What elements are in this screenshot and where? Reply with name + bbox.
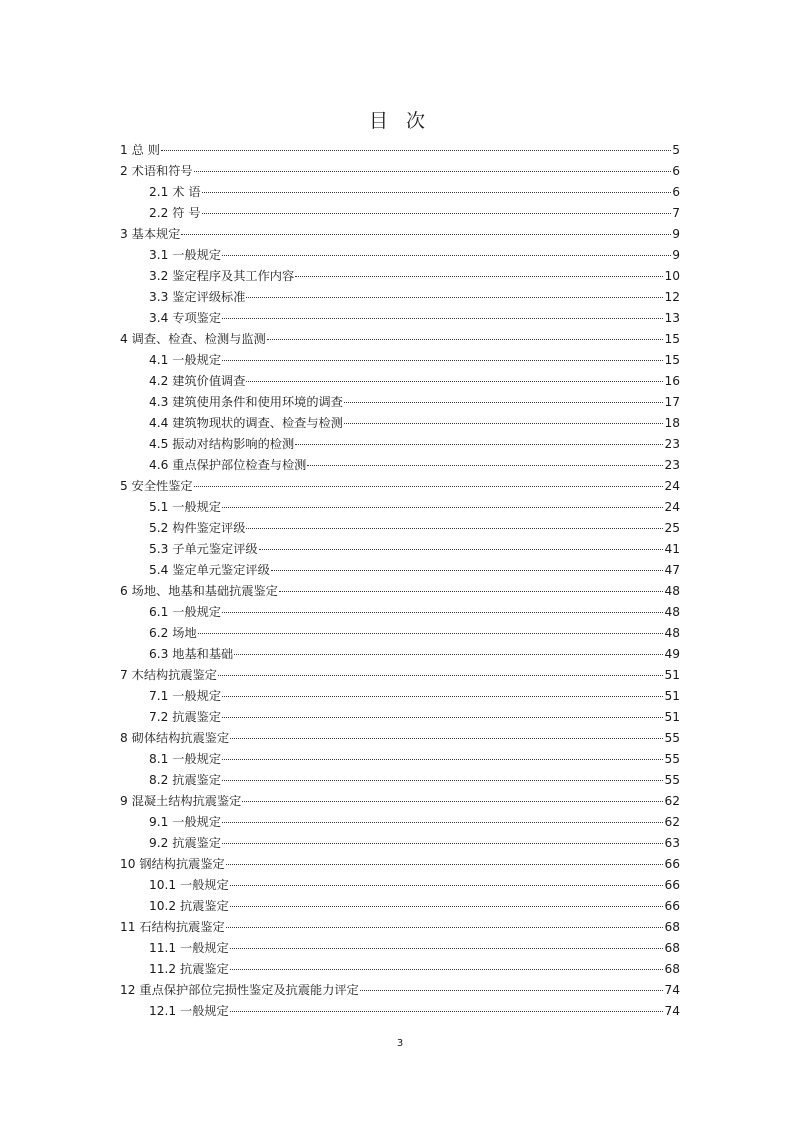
toc-section-entry[interactable] — [120, 140, 680, 161]
toc-entry-page-number: 55 — [664, 752, 680, 766]
toc-subsection-entry[interactable] — [120, 833, 680, 854]
toc-entry-page-number: 66 — [664, 899, 680, 913]
toc-dot-leader — [226, 927, 664, 928]
toc-entry-label: 2.1 术 语 — [149, 185, 201, 199]
toc-entry-label: 6 场地、地基和基础抗震鉴定 — [120, 584, 278, 598]
toc-subsection-entry[interactable] — [120, 623, 680, 644]
toc-dot-leader — [222, 822, 663, 823]
toc-entry-page-number: 55 — [664, 773, 680, 787]
toc-entry-label: 4.6 重点保护部位检查与检测 — [149, 458, 307, 472]
toc-dot-leader — [222, 843, 663, 844]
toc-dot-leader — [246, 528, 663, 529]
toc-dot-leader — [259, 549, 664, 550]
toc-subsection-entry[interactable] — [120, 371, 680, 392]
toc-entry-label: 11.1 一般规定 — [149, 941, 229, 955]
toc-dot-leader — [344, 423, 664, 424]
toc-section-entry[interactable] — [120, 854, 680, 875]
toc-dot-leader — [230, 906, 664, 907]
toc-dot-leader — [230, 948, 664, 949]
toc-entry-label: 4.3 建筑使用条件和使用环境的调查 — [149, 395, 343, 409]
toc-subsection-entry[interactable] — [120, 308, 680, 329]
toc-entry-label: 6.2 场地 — [149, 626, 197, 640]
toc-subsection-entry[interactable] — [120, 749, 680, 770]
toc-dot-leader — [202, 213, 672, 214]
toc-dot-leader — [222, 717, 663, 718]
toc-entry-label: 11.2 抗震鉴定 — [149, 962, 229, 976]
toc-dot-leader — [246, 381, 663, 382]
toc-dot-leader — [198, 633, 664, 634]
toc-subsection-entry[interactable] — [120, 245, 680, 266]
toc-entry-page-number: 13 — [664, 311, 680, 325]
toc-section-entry[interactable] — [120, 728, 680, 749]
toc-entry-label: 2.2 符 号 — [149, 206, 201, 220]
toc-section-entry[interactable] — [120, 476, 680, 497]
toc-entry-label: 3.4 专项鉴定 — [149, 311, 222, 325]
toc-entry-page-number: 51 — [664, 710, 680, 724]
toc-entry-page-number: 74 — [664, 983, 680, 997]
toc-entry-page-number: 23 — [664, 437, 680, 451]
toc-dot-leader — [242, 801, 663, 802]
toc-dot-leader — [194, 171, 672, 172]
toc-dot-leader — [222, 612, 663, 613]
toc-subsection-entry[interactable] — [120, 896, 680, 917]
toc-entry-page-number: 51 — [664, 668, 680, 682]
toc-dot-leader — [267, 339, 664, 340]
table-of-contents — [120, 140, 680, 1022]
toc-dot-leader — [202, 192, 672, 193]
toc-subsection-entry[interactable] — [120, 287, 680, 308]
toc-entry-label: 2 术语和符号 — [120, 164, 193, 178]
toc-entry-label: 8.1 一般规定 — [149, 752, 222, 766]
toc-entry-label: 3 基本规定 — [120, 227, 181, 241]
toc-dot-leader — [226, 864, 664, 865]
toc-entry-page-number: 25 — [664, 521, 680, 535]
toc-dot-leader — [360, 990, 664, 991]
toc-subsection-entry[interactable] — [120, 707, 680, 728]
toc-dot-leader — [279, 591, 664, 592]
toc-subsection-entry[interactable] — [120, 812, 680, 833]
toc-dot-leader — [230, 1011, 664, 1012]
toc-subsection-entry[interactable] — [120, 959, 680, 980]
toc-entry-page-number: 24 — [664, 479, 680, 493]
toc-entry-page-number: 15 — [664, 353, 680, 367]
toc-entry-label: 5 安全性鉴定 — [120, 479, 193, 493]
toc-subsection-entry[interactable] — [120, 518, 680, 539]
toc-entry-label: 7 木结构抗震鉴定 — [120, 668, 217, 682]
toc-dot-leader — [222, 255, 671, 256]
toc-subsection-entry[interactable] — [120, 203, 680, 224]
toc-section-entry[interactable] — [120, 917, 680, 938]
toc-subsection-entry[interactable] — [120, 392, 680, 413]
toc-dot-leader — [307, 465, 663, 466]
toc-entry-page-number: 48 — [664, 605, 680, 619]
toc-entry-label: 9.1 一般规定 — [149, 815, 222, 829]
toc-dot-leader — [181, 234, 671, 235]
page-title: 目 次 — [368, 110, 432, 132]
toc-subsection-entry[interactable] — [120, 455, 680, 476]
toc-dot-leader — [222, 360, 663, 361]
toc-dot-leader — [295, 276, 663, 277]
toc-entry-page-number: 68 — [664, 962, 680, 976]
toc-entry-page-number: 55 — [664, 731, 680, 745]
toc-subsection-entry[interactable] — [120, 602, 680, 623]
toc-entry-label: 9 混凝土结构抗震鉴定 — [120, 794, 242, 808]
toc-dot-leader — [222, 318, 663, 319]
toc-subsection-entry[interactable] — [120, 539, 680, 560]
toc-entry-label: 8.2 抗震鉴定 — [149, 773, 222, 787]
toc-subsection-entry[interactable] — [120, 938, 680, 959]
toc-entry-label: 7.2 抗震鉴定 — [149, 710, 222, 724]
toc-dot-leader — [194, 486, 664, 487]
toc-entry-page-number: 16 — [664, 374, 680, 388]
toc-entry-label: 4.2 建筑价值调查 — [149, 374, 246, 388]
toc-entry-page-number: 48 — [664, 584, 680, 598]
toc-subsection-entry[interactable] — [120, 560, 680, 581]
toc-entry-page-number: 66 — [664, 857, 680, 871]
toc-entry-page-number: 6 — [672, 164, 680, 178]
toc-dot-leader — [271, 570, 664, 571]
toc-entry-label: 10.2 抗震鉴定 — [149, 899, 229, 913]
toc-entry-page-number: 48 — [664, 626, 680, 640]
toc-subsection-entry[interactable] — [120, 1001, 680, 1022]
toc-entry-label: 5.3 子单元鉴定评级 — [149, 542, 258, 556]
toc-entry-label: 6.3 地基和基础 — [149, 647, 234, 661]
toc-section-entry[interactable] — [120, 665, 680, 686]
toc-entry-page-number: 5 — [672, 143, 680, 157]
toc-entry-label: 7.1 一般规定 — [149, 689, 222, 703]
toc-entry-label: 4.5 振动对结构影响的检测 — [149, 437, 295, 451]
toc-entry-page-number: 47 — [664, 563, 680, 577]
toc-entry-page-number: 51 — [664, 689, 680, 703]
toc-subsection-entry[interactable] — [120, 413, 680, 434]
toc-subsection-entry[interactable] — [120, 686, 680, 707]
toc-entry-page-number: 12 — [664, 290, 680, 304]
toc-subsection-entry[interactable] — [120, 644, 680, 665]
toc-entry-label: 12 重点保护部位完损性鉴定及抗震能力评定 — [120, 983, 359, 997]
toc-dot-leader — [234, 654, 663, 655]
toc-entry-label: 4 调查、检查、检测与监测 — [120, 332, 266, 346]
toc-entry-page-number: 68 — [664, 920, 680, 934]
toc-entry-label: 5.4 鉴定单元鉴定评级 — [149, 563, 270, 577]
toc-entry-page-number: 41 — [664, 542, 680, 556]
toc-subsection-entry[interactable] — [120, 182, 680, 203]
toc-entry-label: 9.2 抗震鉴定 — [149, 836, 222, 850]
toc-dot-leader — [222, 780, 663, 781]
toc-entry-label: 12.1 一般规定 — [149, 1004, 229, 1018]
toc-dot-leader — [230, 738, 663, 739]
toc-entry-page-number: 68 — [664, 941, 680, 955]
toc-section-entry[interactable] — [120, 224, 680, 245]
toc-section-entry[interactable] — [120, 791, 680, 812]
toc-entry-page-number: 63 — [664, 836, 680, 850]
toc-subsection-entry[interactable] — [120, 350, 680, 371]
toc-subsection-entry[interactable] — [120, 434, 680, 455]
toc-entry-page-number: 74 — [664, 1004, 680, 1018]
toc-entry-page-number: 9 — [672, 248, 680, 262]
toc-dot-leader — [230, 885, 664, 886]
toc-entry-label: 4.1 一般规定 — [149, 353, 222, 367]
toc-entry-label: 3.1 一般规定 — [149, 248, 222, 262]
toc-entry-label: 11 石结构抗震鉴定 — [120, 920, 225, 934]
toc-section-entry[interactable] — [120, 581, 680, 602]
page-number: 3 — [396, 1038, 404, 1049]
toc-entry-page-number: 62 — [664, 815, 680, 829]
toc-subsection-entry[interactable] — [120, 497, 680, 518]
toc-entry-label: 8 砌体结构抗震鉴定 — [120, 731, 230, 745]
toc-dot-leader — [295, 444, 663, 445]
toc-entry-label: 10 钢结构抗震鉴定 — [120, 857, 225, 871]
toc-entry-label: 1 总 则 — [120, 143, 160, 157]
toc-entry-page-number: 66 — [664, 878, 680, 892]
toc-entry-page-number: 49 — [664, 647, 680, 661]
toc-dot-leader — [344, 402, 664, 403]
toc-entry-label: 3.2 鉴定程序及其工作内容 — [149, 269, 295, 283]
toc-section-entry[interactable] — [120, 980, 680, 1001]
toc-entry-page-number: 23 — [664, 458, 680, 472]
toc-dot-leader — [222, 759, 663, 760]
toc-entry-label: 5.2 构件鉴定评级 — [149, 521, 246, 535]
toc-entry-page-number: 9 — [672, 227, 680, 241]
toc-entry-page-number: 18 — [664, 416, 680, 430]
toc-entry-page-number: 10 — [664, 269, 680, 283]
toc-dot-leader — [246, 297, 663, 298]
toc-dot-leader — [222, 696, 663, 697]
toc-dot-leader — [222, 507, 663, 508]
toc-entry-label: 10.1 一般规定 — [149, 878, 229, 892]
toc-dot-leader — [218, 675, 664, 676]
toc-section-entry[interactable] — [120, 161, 680, 182]
toc-entry-page-number: 17 — [664, 395, 680, 409]
toc-entry-page-number: 6 — [672, 185, 680, 199]
toc-entry-page-number: 15 — [664, 332, 680, 346]
toc-subsection-entry[interactable] — [120, 266, 680, 287]
toc-entry-label: 5.1 一般规定 — [149, 500, 222, 514]
toc-subsection-entry[interactable] — [120, 875, 680, 896]
toc-entry-page-number: 24 — [664, 500, 680, 514]
toc-entry-page-number: 7 — [672, 206, 680, 220]
toc-entry-label: 6.1 一般规定 — [149, 605, 222, 619]
toc-section-entry[interactable] — [120, 329, 680, 350]
toc-entry-label: 4.4 建筑物现状的调查、检查与检测 — [149, 416, 343, 430]
toc-subsection-entry[interactable] — [120, 770, 680, 791]
toc-dot-leader — [161, 150, 671, 151]
toc-dot-leader — [230, 969, 664, 970]
toc-entry-page-number: 62 — [664, 794, 680, 808]
toc-entry-label: 3.3 鉴定评级标准 — [149, 290, 246, 304]
